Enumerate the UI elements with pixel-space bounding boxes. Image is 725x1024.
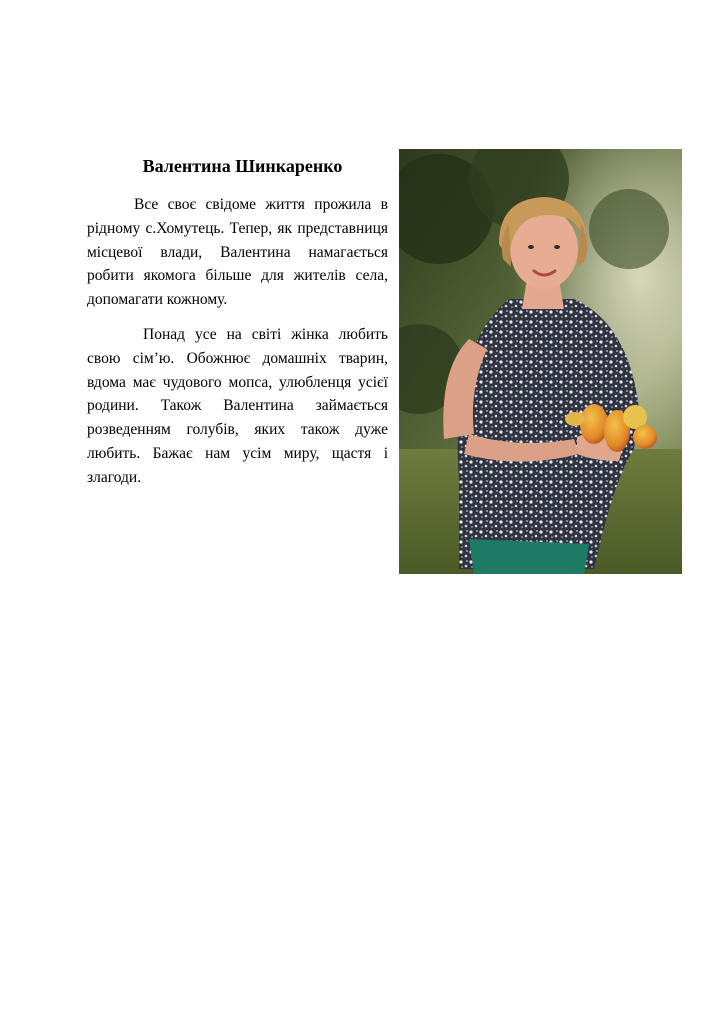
article-title: Валентина Шинкаренко bbox=[142, 156, 343, 176]
article-paragraph-1: Все своє свідоме життя прожила в рідному с.Хомутець. Тепер, як представниця місцевої влади, Валентина намагається робити якомога більше для жителів села, допомагати кожному. bbox=[87, 196, 388, 309]
article-paragraph-2: Понад усе на світі жінка любить свою сім’ю. Обожнює домашніх тварин, вдома має чудового мопса, улюбленця усієї родини. Також Валентина займається розведенням голубів, яких також дуже любить. Бажає нам усім миру, щастя і злагоди. bbox=[87, 325, 388, 486]
article-text-column bbox=[87, 155, 388, 501]
portrait-photo bbox=[399, 149, 682, 574]
